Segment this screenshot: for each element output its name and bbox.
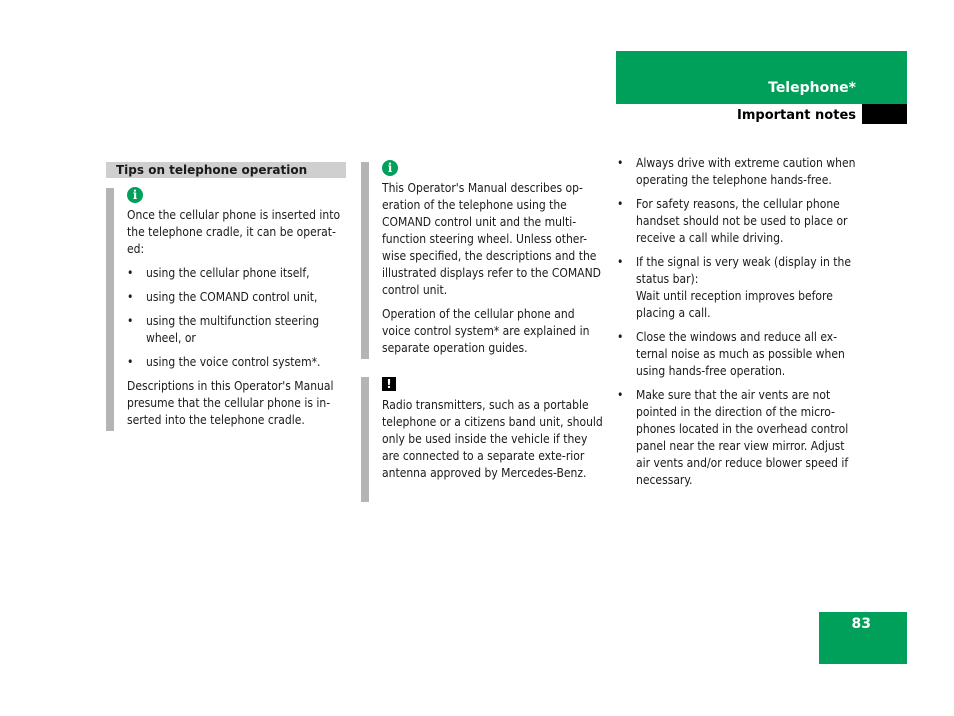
col1-intro: Once the cellular phone is inserted into the telephone cradle, it can be operat-ed:: [127, 208, 341, 256]
col1-side-bar: [106, 188, 114, 431]
col2-warning-side-bar: [361, 377, 369, 502]
col2-warning-content: [382, 397, 604, 489]
list-item: • Always drive with extreme caution when operating the telephone hands-free.: [617, 156, 856, 187]
col1-outro: Descriptions in this Operator's Manual presume that the cellular phone is in-serted into the telephone cradle.: [127, 379, 334, 427]
list-item: • using the voice control system*.: [127, 355, 321, 369]
col2-warning-text: Radio transmitters, such as a portable telephone or a citizens band unit, should only be used inside the vehicle if they are connected to a separate exte-rior antenna approved by Mercedes-Benz.: [382, 398, 603, 480]
exclamation-icon: !: [382, 377, 396, 391]
list-item: • using the cellular phone itself,: [127, 266, 310, 280]
list-item: • For safety reasons, the cellular phone handset should not be used to place or receive a call while driving.: [617, 197, 848, 245]
col2-info-side-bar: [361, 162, 369, 359]
info-icon: i: [382, 160, 398, 176]
col1-bullet-list: [127, 265, 349, 371]
list-item: • using the COMAND control unit,: [127, 290, 318, 304]
col2-info-paragraph-1: This Operator's Manual describes op-eration of the telephone using the COMAND control unit and the multi-function steering wheel. Unless other-wise specified, the descriptions and the illustrated displays refer to the COMAND control unit.: [382, 181, 601, 297]
header-green-tab: [616, 51, 907, 104]
section-title: Telephone*: [768, 80, 856, 96]
list-item: • If the signal is very weak (display in the status bar): Wait until reception improves before placing a call.: [617, 255, 851, 320]
col3-content: [617, 155, 857, 496]
list-item: • Close the windows and reduce all ex-ternal noise as much as possible when using hands-free operation.: [617, 330, 845, 378]
info-icon: i: [127, 187, 143, 203]
col2-info-content: [382, 180, 602, 364]
header-black-tab: [862, 104, 907, 124]
list-item: • Make sure that the air vents are not pointed in the direction of the micro-phones located in the overhead control panel near the rear view mirror. Adjust air vents and/or reduce blower speed if necessary.: [617, 388, 849, 487]
col3-bullet-list: [617, 155, 857, 489]
subsection-title: Important notes: [737, 108, 856, 123]
tips-heading: Tips on telephone operation: [116, 163, 308, 177]
list-item: • using the multifunction steering wheel, or: [127, 314, 320, 345]
page-number: 83: [851, 616, 871, 632]
signal-followup: Wait until reception improves before placing a call.: [636, 289, 833, 320]
col2-info-paragraph-2: Operation of the cellular phone and voice control system* are explained in separate operation guides.: [382, 307, 590, 355]
col1-content: [127, 207, 349, 436]
